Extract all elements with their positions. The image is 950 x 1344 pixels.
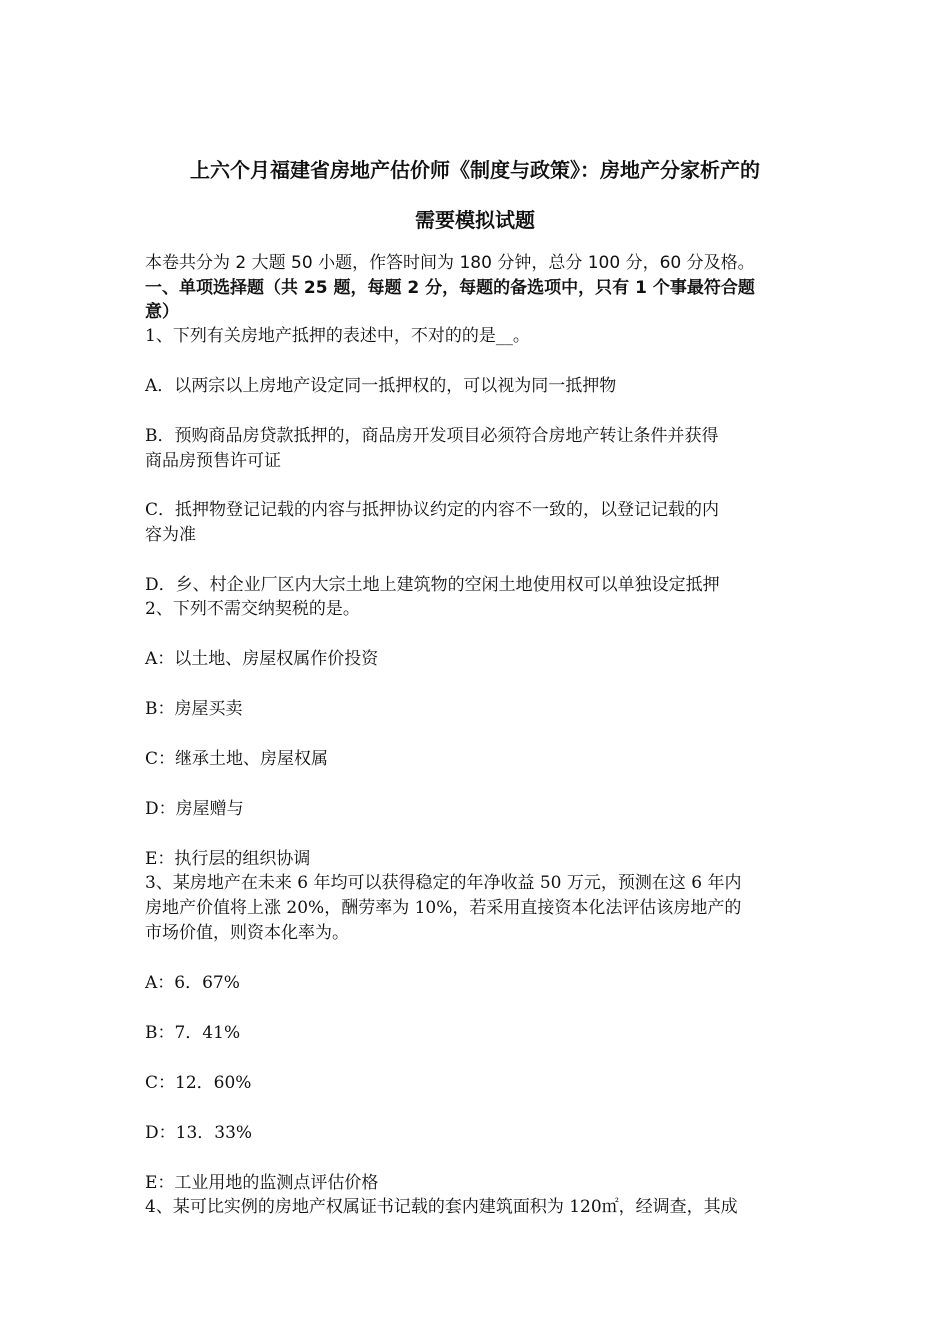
question-3-option-c: C：12．60% <box>145 1073 252 1093</box>
question-1-option-b-cont: 商品房预售许可证 <box>145 451 281 471</box>
exam-intro: 本卷共分为 2 大题 50 小题，作答时间为 180 分钟，总分 100 分，60 分及格。 <box>145 253 755 273</box>
question-2-option-c: C：继承土地、房屋权属 <box>145 749 329 769</box>
question-1-option-d: D．乡、村企业厂区内大宗土地上建筑物的空闲土地使用权可以单独设定抵押 <box>145 575 720 595</box>
question-3-stem: 3、某房地产在未来 6 年均可以获得稳定的年净收益 50 万元，预测在这 6 年内 <box>145 873 742 893</box>
question-2-option-b: B：房屋买卖 <box>145 699 243 719</box>
question-1-option-b: B．预购商品房贷款抵押的，商品房开发项目必须符合房地产转让条件并获得 <box>145 426 719 446</box>
section-heading-line-1: 一、单项选择题（共 25 题，每题 2 分，每题的备选项中，只有 1 个事最符合题 <box>145 278 755 298</box>
question-2-option-d: D：房屋赠与 <box>145 799 244 819</box>
question-1-stem: 1、下列有关房地产抵押的表述中，不对的的是__。 <box>145 326 530 346</box>
document-title-line-1: 上六个月福建省房地产估价师《制度与政策》：房地产分家析产的 <box>190 158 760 182</box>
question-1-option-a: A．以两宗以上房地产设定同一抵押权的，可以视为同一抵押物 <box>145 376 617 396</box>
question-1-option-c-cont: 容为准 <box>145 525 196 545</box>
question-2-option-e: E：执行层的组织协调 <box>145 849 311 869</box>
question-3-stem-cont-1: 房地产价值将上涨 20%，酬劳率为 10%，若采用直接资本化法评估该房地产的 <box>145 898 742 918</box>
question-2-option-a: A：以土地、房屋权属作价投资 <box>145 649 379 669</box>
question-3-option-e: E：工业用地的监测点评估价格 <box>145 1173 379 1193</box>
question-3-option-b: B：7．41% <box>145 1023 241 1043</box>
question-2-stem: 2、下列不需交纳契税的是。 <box>145 599 360 619</box>
section-heading-line-2: 意） <box>145 302 179 322</box>
document-title-line-2: 需要模拟试题 <box>415 208 535 232</box>
question-3-option-a: A：6．67% <box>145 973 240 993</box>
question-3-option-d: D：13．33% <box>145 1123 253 1143</box>
question-3-stem-cont-2: 市场价值，则资本化率为。 <box>145 923 349 943</box>
question-1-option-c: C．抵押物登记记载的内容与抵押协议约定的内容不一致的，以登记记载的内 <box>145 500 720 520</box>
question-4-stem: 4、某可比实例的房地产权属证书记载的套内建筑面积为 120㎡，经调查，其成 <box>145 1197 738 1217</box>
